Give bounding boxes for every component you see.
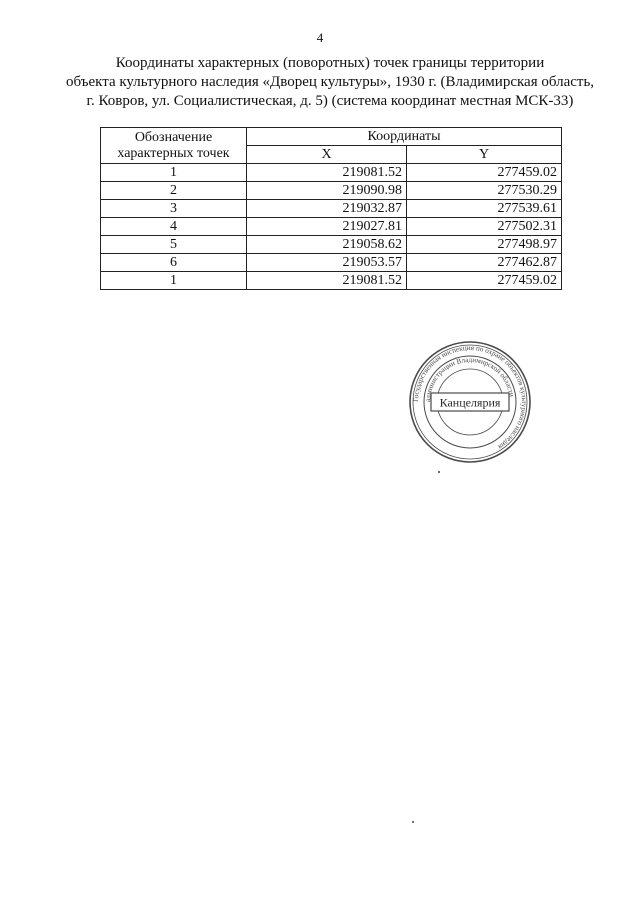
header-coordinates: Координаты: [247, 128, 562, 146]
y-cell: 277539.61: [407, 200, 562, 218]
x-cell: 219090.98: [247, 182, 407, 200]
point-cell: 2: [101, 182, 247, 200]
point-cell: 6: [101, 254, 247, 272]
header-points: [101, 128, 247, 164]
coordinates-table: [100, 127, 562, 290]
x-cell: 219081.52: [247, 164, 407, 182]
title-line-1: Координаты характерных (поворотных) точек границы территории: [115, 55, 545, 71]
x-cell: 219058.62: [247, 236, 407, 254]
table-row: [101, 236, 562, 254]
point-cell: 5: [101, 236, 247, 254]
x-cell: 219032.87: [247, 200, 407, 218]
y-cell: 277459.02: [407, 164, 562, 182]
y-cell: 277459.02: [407, 272, 562, 290]
y-cell: 277498.97: [407, 236, 562, 254]
office-stamp: [408, 340, 532, 464]
y-cell: 277462.87: [407, 254, 562, 272]
table-row: [101, 254, 562, 272]
stamp-center-text: Канцелярия: [439, 395, 501, 410]
table-row: [101, 218, 562, 236]
y-cell: 277530.29: [407, 182, 562, 200]
document-title: [40, 54, 620, 111]
speck-mark: [438, 471, 440, 473]
header-points-line-2: характерных точек: [117, 145, 230, 161]
table-row: [101, 182, 562, 200]
page-number: 4: [316, 30, 324, 45]
speck-mark: [412, 821, 414, 823]
point-cell: 4: [101, 218, 247, 236]
stamp-inner-text-path: администрации Владимирской области: [423, 355, 516, 403]
point-cell: 3: [101, 200, 247, 218]
stamp-outer-text-path: Государственная инспекция по охране объектов культурного наследия: [411, 343, 529, 451]
header-points-line-1: Обозначение: [134, 129, 213, 145]
point-cell: 1: [101, 164, 247, 182]
header-x: X: [247, 146, 407, 164]
header-y: Y: [407, 146, 562, 164]
table-row: [101, 164, 562, 182]
x-cell: 219027.81: [247, 218, 407, 236]
title-line-2: объекта культурного наследия «Дворец культуры», 1930 г. (Владимирская область,: [65, 74, 595, 90]
table-row: [101, 272, 562, 290]
table-row: [101, 200, 562, 218]
point-cell: 1: [101, 272, 247, 290]
x-cell: 219081.52: [247, 272, 407, 290]
x-cell: 219053.57: [247, 254, 407, 272]
title-line-3: г. Ковров, ул. Социалистическая, д. 5) (система координат местная МСК-33): [86, 93, 574, 109]
y-cell: 277502.31: [407, 218, 562, 236]
